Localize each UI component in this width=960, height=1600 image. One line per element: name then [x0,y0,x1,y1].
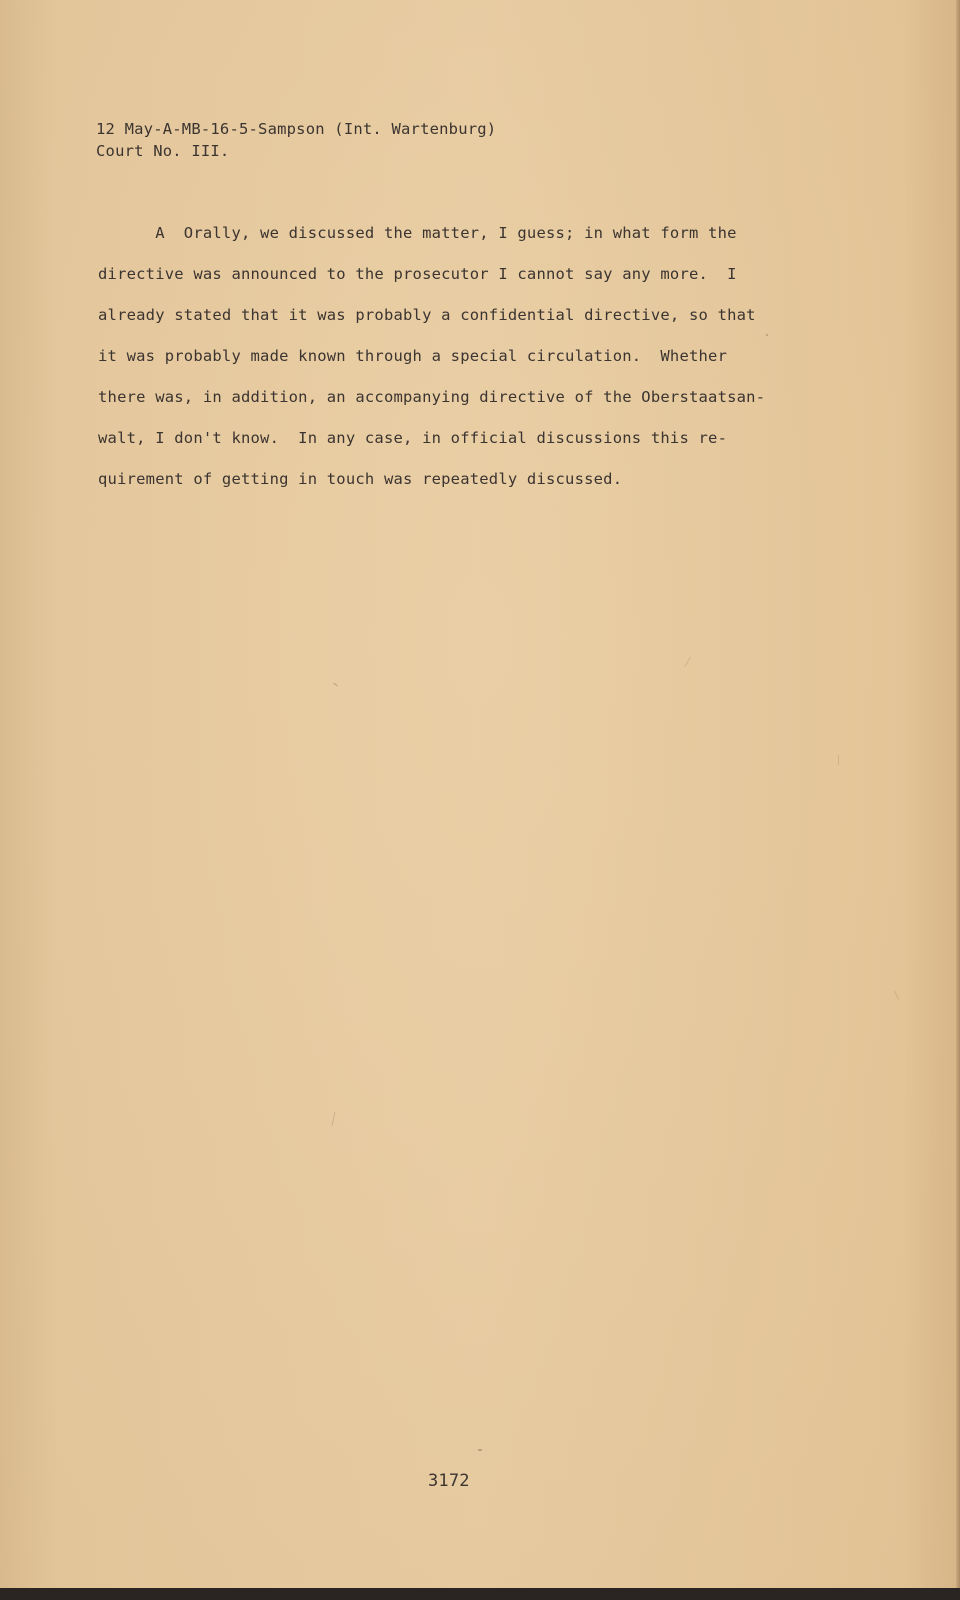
body-line-6: walt, I don't know. In any case, in official discussions this re- [98,429,728,447]
paper-speck [478,1449,482,1451]
paper-speck [333,683,338,687]
document-header [96,118,496,162]
paper-speck [766,334,768,336]
page-edge-shadow [956,0,960,1600]
body-line-2: directive was announced to the prosecutor I cannot say any more. I [98,265,737,283]
testimony-body [98,222,838,509]
header-line-2: Court No. III. [96,142,230,160]
scan-bottom-border [0,1588,960,1600]
paper-speck [684,657,691,668]
paper-speck [332,1112,336,1126]
header-line-1: 12 May-A-MB-16-5-Sampson (Int. Wartenburg) [96,120,497,138]
body-line-3: already stated that it was probably a confidential directive, so that [98,306,756,324]
page-number: 3172 [428,1471,470,1491]
body-line-5: there was, in addition, an accompanying directive of the Oberstaatsan- [98,388,766,406]
body-line-7: quirement of getting in touch was repeatedly discussed. [98,470,623,488]
paper-speck [894,990,899,999]
body-line-4: it was probably made known through a special circulation. Whether [98,347,728,365]
paper-speck [838,755,839,765]
body-line-1: A Orally, we discussed the matter, I guess; in what form the [98,224,737,242]
